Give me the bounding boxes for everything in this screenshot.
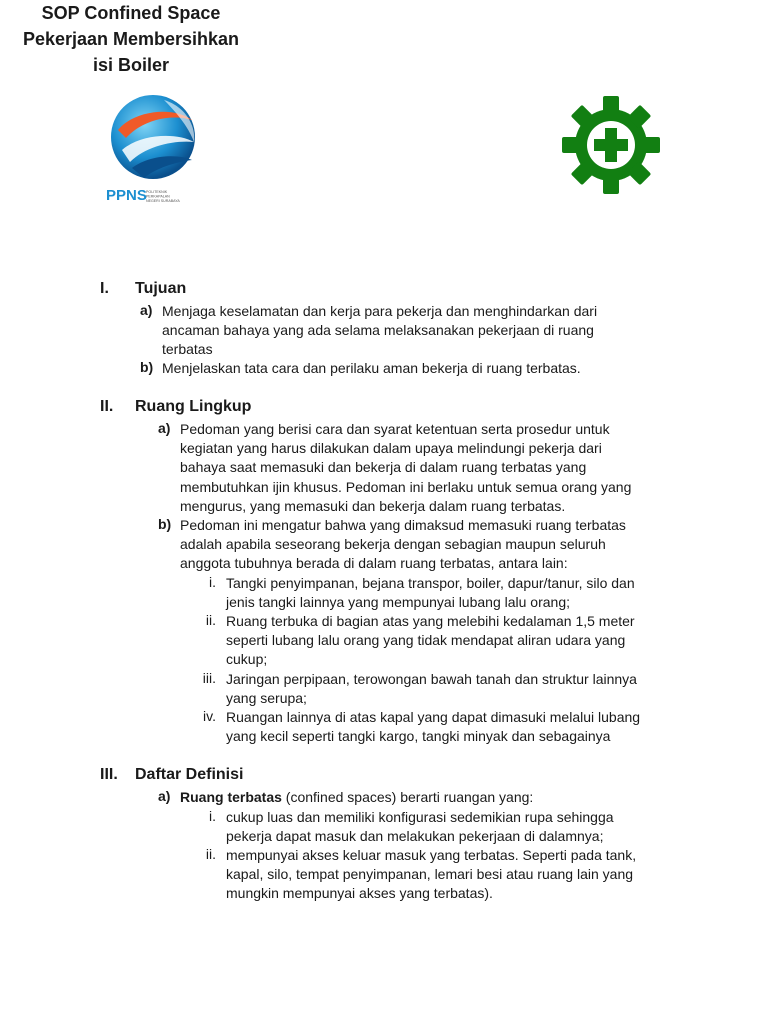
text-line: mungkin mempunyai akses yang terbatas).	[226, 885, 493, 902]
text-line: cukup luas dan memiliki konfigurasi sedemikian rupa sehingga	[226, 809, 614, 825]
title-line-3: isi Boiler	[92, 55, 170, 75]
subitem-marker: iv.	[203, 708, 216, 724]
subitem-marker: i.	[209, 574, 216, 590]
text-line: Pedoman yang berisi cara dan syarat ketentuan serta prosedur untuk	[180, 421, 610, 437]
section-1-title: Tujuan	[135, 280, 187, 297]
subitem-marker: iii.	[202, 670, 216, 686]
text-line: mengurus, yang memasuki dan bekerja dalam ruang terbatas.	[180, 497, 566, 514]
ppns-logo	[104, 92, 208, 210]
list-item	[180, 420, 631, 516]
text-line: kapal, silo, tempat penyimpanan, lemari besi atau ruang lain yang	[226, 866, 634, 883]
definition-text: (confined spaces) berarti ruangan yang:	[281, 789, 534, 805]
item-marker: a)	[140, 302, 153, 318]
text-line: jenis tangki lainnya yang mempunyai lubang lalu orang;	[226, 594, 570, 611]
section-3-title: Daftar Definisi	[135, 766, 244, 783]
document-title	[0, 0, 262, 78]
text-line: bahaya saat memasuki dan bekerja di dalam ruang terbatas yang	[180, 459, 587, 476]
list-item	[180, 788, 533, 807]
item-marker: a)	[158, 788, 171, 804]
text-line: Menjaga keselamatan dan kerja para pekerja dan menghindarkan dari	[162, 303, 598, 319]
text-line: yang serupa;	[226, 690, 307, 707]
text-line: kegiatan yang harus dilakukan dalam upaya melindungi pekerja dari	[180, 440, 602, 457]
sub-list-item	[226, 708, 640, 746]
subitem-marker: ii.	[205, 612, 216, 628]
text-line: Tangki penyimpanan, bejana transpor, boiler, dapur/tanur, silo dan	[226, 575, 635, 591]
sub-list-item	[226, 612, 635, 670]
section-2-number: II.	[100, 398, 114, 415]
item-marker: a)	[158, 420, 171, 436]
text-line: Pedoman ini mengatur bahwa yang dimaksud memasuki ruang terbatas	[180, 517, 626, 533]
title-line-1: SOP Confined Space	[41, 3, 221, 23]
sub-list-item	[226, 846, 636, 904]
text-line: yang kecil seperti tangki kargo, tangki minyak dan sebagainya	[226, 728, 611, 745]
list-item	[180, 516, 626, 574]
sub-list-item	[226, 670, 637, 708]
item-marker: b)	[158, 516, 172, 532]
text-line: seperti lubang lalu orang yang tidak mendapat aliran udara yang	[226, 632, 626, 649]
sub-list-item	[226, 808, 614, 846]
k3-safety-gear-cross-icon	[560, 94, 662, 196]
section-2-title: Ruang Lingkup	[135, 398, 252, 415]
title-line-2: Pekerjaan Membersihkan	[22, 29, 240, 49]
section-3-number: III.	[100, 766, 118, 783]
svg-text:POLITEKNIK: POLITEKNIK	[146, 190, 168, 194]
text-line: mempunyai akses keluar masuk yang terbatas. Seperti pada tank,	[226, 847, 637, 863]
text-line: terbatas	[162, 341, 213, 358]
text-line: anggota tubuhnya berada di dalam ruang terbatas, antara lain:	[180, 555, 568, 572]
text-line: pekerja dapat masuk dan melakukan pekerjaan di dalamnya;	[226, 828, 604, 845]
text-line: Jaringan perpipaan, terowongan bawah tanah dan struktur lainnya	[226, 671, 637, 687]
text-line: cukup;	[226, 651, 268, 668]
text-line: Ruang terbuka di bagian atas yang melebihi kedalaman 1,5 meter	[226, 613, 635, 629]
ppns-text: PPNS	[106, 187, 147, 204]
list-item	[162, 359, 581, 378]
subitem-marker: i.	[209, 808, 216, 824]
svg-text:NEGERI SURABAYA: NEGERI SURABAYA	[146, 199, 180, 203]
list-item	[162, 302, 597, 360]
item-marker: b)	[140, 359, 154, 375]
text-line: Ruangan lainnya di atas kapal yang dapat dimasuki melalui lubang	[226, 709, 641, 725]
svg-text:PERKAPALAN: PERKAPALAN	[146, 194, 170, 199]
text-line: membutuhkan ijin khusus. Pedoman ini berlaku untuk semua orang yang	[180, 478, 632, 495]
definition-term: Ruang terbatas	[180, 789, 282, 805]
text-line: adalah apabila seseorang bekerja dengan sebagian maupun seluruh	[180, 536, 606, 553]
subitem-marker: ii.	[205, 846, 216, 862]
text-line: ancaman bahaya yang ada selama melaksanakan pekerjaan di ruang	[162, 322, 594, 339]
text-line: Menjelaskan tata cara dan perilaku aman bekerja di ruang terbatas.	[162, 360, 581, 376]
sub-list-item	[226, 574, 635, 612]
section-1-number: I.	[100, 280, 109, 297]
